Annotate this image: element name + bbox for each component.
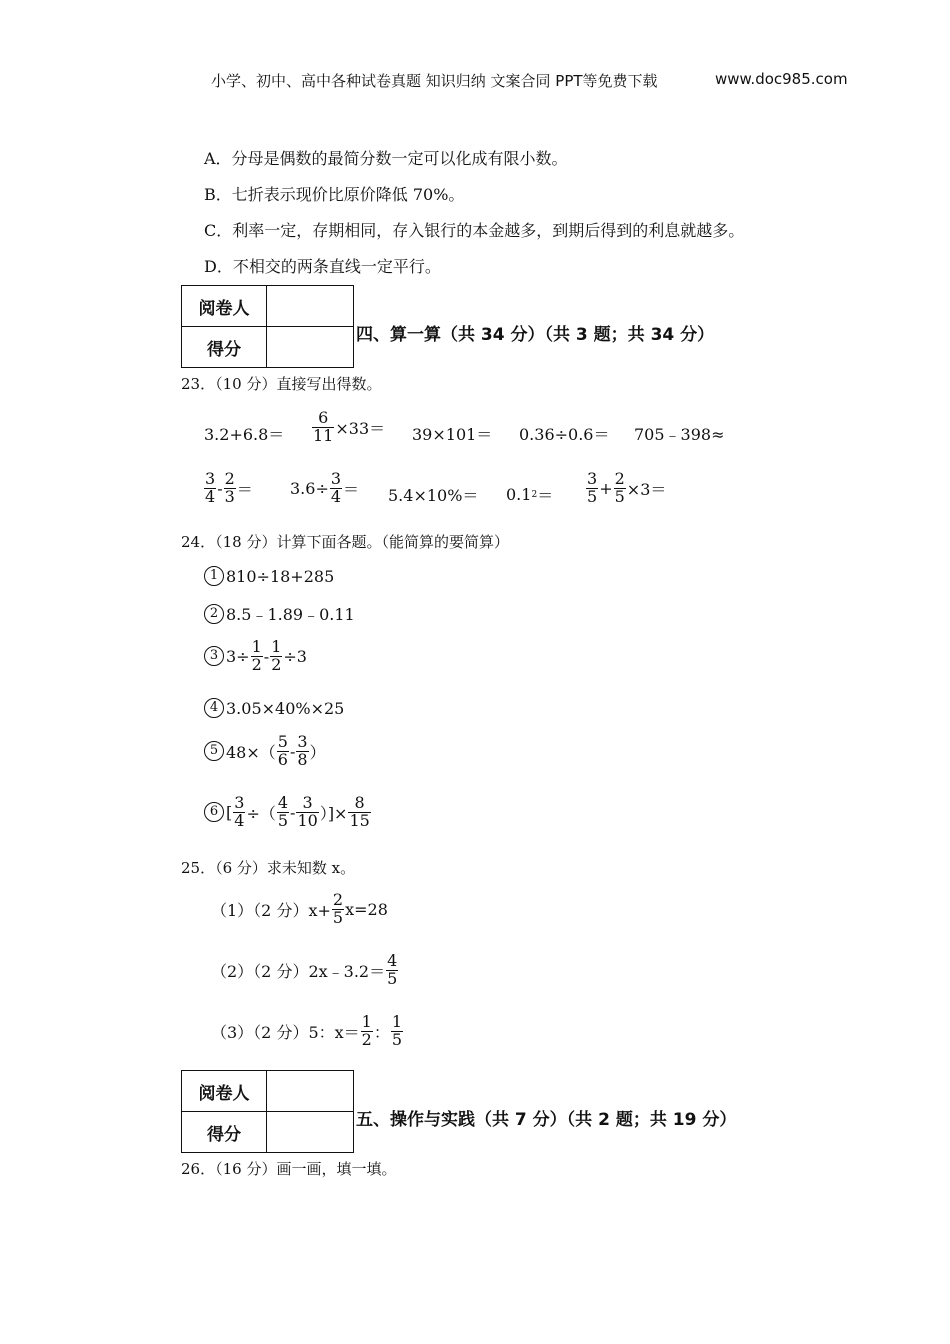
q24-item-5: 5 48×（ $\frac{5}{6}$ - $\frac{3}{8}$ ） bbox=[204, 734, 326, 769]
q23-item-8: 5.4×10%＝ bbox=[388, 486, 479, 505]
circled-number: 5 bbox=[204, 741, 224, 761]
q24-item-6: 6 [ $\frac{3}{4}$ ÷（ $\frac{4}{5}$ - $\frac{3}{10}$ ）]× $\frac{8}{15}$ bbox=[204, 795, 372, 830]
reviewer-cell bbox=[267, 1071, 354, 1112]
header-site-url: www.doc985.com bbox=[715, 70, 848, 88]
q23-item-9: 0.1 2 ＝ bbox=[506, 485, 554, 505]
q24-item-1: 1 810÷18+285 bbox=[204, 566, 334, 586]
q23-heading: 23．（10 分）直接写出得数。 bbox=[181, 375, 382, 393]
q25-part-3: （3）（2 分）5：x＝ $\frac{1}{2}$ ： $\frac{1}{5}$ bbox=[211, 1012, 403, 1049]
q25-part-1: （1）（2 分）x+ $\frac{2}{5}$ x=28 bbox=[211, 890, 388, 927]
fraction: $\frac{6}{11}$ bbox=[313, 408, 334, 445]
q25-heading: 25．（6 分）求未知数 x。 bbox=[181, 859, 356, 877]
circled-number: 1 bbox=[204, 566, 224, 586]
q23-item-3: 39×101＝ bbox=[412, 425, 493, 444]
q23-item-1: 3.2+6.8＝ bbox=[204, 425, 285, 444]
score-cell bbox=[267, 1112, 354, 1153]
score-label: 得分 bbox=[182, 327, 267, 368]
option-a: A．分母是偶数的最简分数一定可以化成有限小数。 bbox=[204, 149, 568, 168]
q24-heading: 24．（18 分）计算下面各题。（能简算的要简算） bbox=[181, 533, 509, 551]
circled-number: 2 bbox=[204, 604, 224, 624]
q26-heading: 26．（16 分）画一画，填一填。 bbox=[181, 1160, 397, 1178]
reviewer-label: 阅卷人 bbox=[182, 1071, 267, 1112]
q24-item-3: 3 3÷ $\frac{1}{2}$ - $\frac{1}{2}$ ÷3 bbox=[204, 639, 307, 674]
score-label: 得分 bbox=[182, 1112, 267, 1153]
circled-number: 6 bbox=[204, 802, 224, 822]
q25-part-2: （2）（2 分）2x﹣3.2＝ $\frac{4}{5}$ bbox=[211, 951, 398, 988]
reviewer-label: 阅卷人 bbox=[182, 286, 267, 327]
q24-item-4: 4 3.05×40%×25 bbox=[204, 698, 344, 718]
option-c: C．利率一定，存期相同，存入银行的本金越多，到期后得到的利息就越多。 bbox=[204, 221, 745, 240]
grader-table bbox=[181, 1070, 354, 1153]
score-cell bbox=[267, 327, 354, 368]
q23-item-4: 0.36÷0.6＝ bbox=[519, 425, 610, 444]
q23-item-5: 705﹣398≈ bbox=[634, 425, 725, 444]
q23-item-6: $\frac{3}{4}$ - $\frac{2}{3}$ ＝ bbox=[205, 469, 253, 506]
grader-table bbox=[181, 285, 354, 368]
section-4-title: 四、算一算（共 34 分）（共 3 题；共 34 分） bbox=[356, 325, 715, 345]
circled-number: 4 bbox=[204, 698, 224, 718]
option-d: D．不相交的两条直线一定平行。 bbox=[204, 257, 441, 276]
q23-item-10: $\frac{3}{5}$ + $\frac{2}{5}$ ×3＝ bbox=[587, 469, 667, 506]
reviewer-cell bbox=[267, 286, 354, 327]
section-5-title: 五、操作与实践（共 7 分）（共 2 题；共 19 分） bbox=[356, 1110, 737, 1130]
header-ad-text: 小学、初中、高中各种试卷真题 知识归纳 文案合同 PPT等免费下载 bbox=[211, 72, 658, 90]
q23-item-2: $\frac{6}{11}$ ×33＝ bbox=[313, 408, 386, 445]
q24-item-2: 2 8.5﹣1.89﹣0.11 bbox=[204, 602, 355, 625]
option-b: B．七折表示现价比原价降低 70%。 bbox=[204, 185, 465, 204]
circled-number: 3 bbox=[204, 646, 224, 666]
q23-item-7: 3.6÷ $\frac{3}{4}$ ＝ bbox=[290, 469, 360, 506]
